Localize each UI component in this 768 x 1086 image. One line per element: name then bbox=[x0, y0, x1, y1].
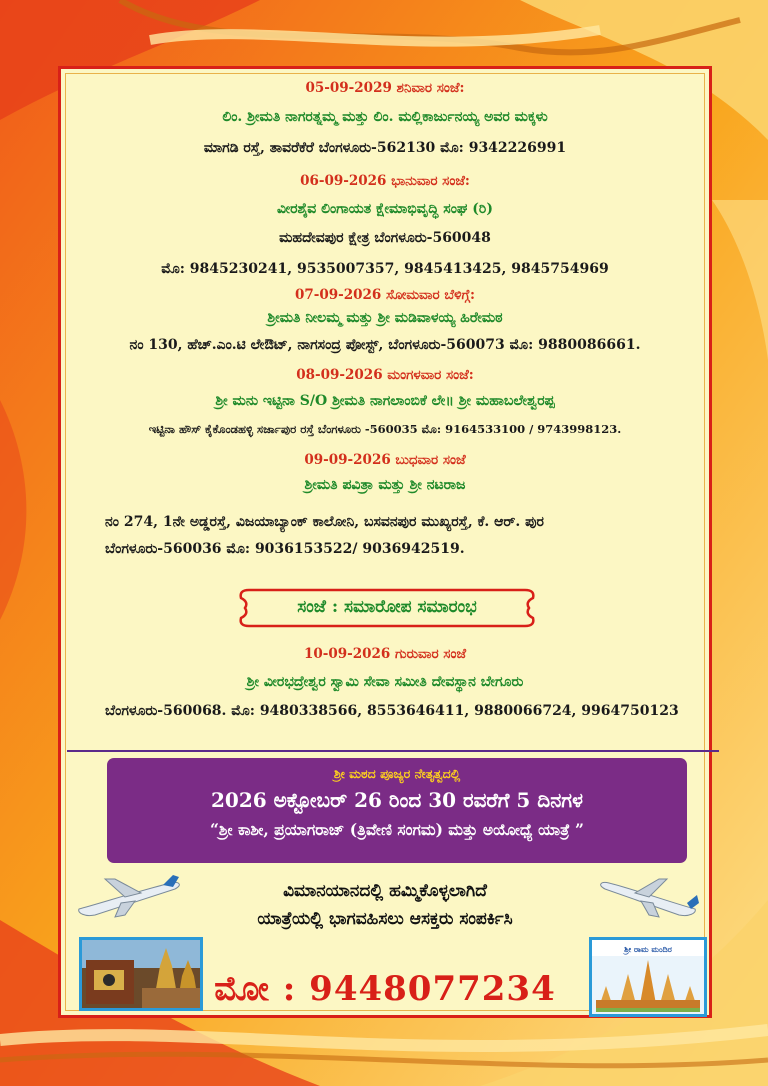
closing-event-address: ಬೆಂಗಳೂರು-560068. ಮೊ: 9480338566, 8553646411, 9880066724, 9964750123 bbox=[105, 703, 679, 719]
contact-phone: ಮೋ : 9448077234 bbox=[214, 969, 556, 1009]
event-3-name: ಶ್ರೀಮತಿ ನೀಲಮ್ಮ ಮತ್ತು ಶ್ರೀ ಮಡಿವಾಳಯ್ಯ ಹಿರೇಮಠ bbox=[267, 310, 503, 326]
yatra-line-2: 2026 ಅಕ್ಟೋಬರ್ 26 ರಿಂದ 30 ರವರೆಗೆ 5 ದಿನಗಳ bbox=[210, 788, 583, 812]
event-3-address: ನಂ 130, ಹೆಚ್.ಎಂ.ಟಿ ಲೇಔಟ್, ನಾಗಸಂದ್ರ ಪೋಸ್ಟ್, ಬೆಂಗಳೂರು-560073 ಮೊ: 9880086661. bbox=[129, 337, 641, 353]
event-2-name: ವೀರಶೈವ ಲಿಂಗಾಯತ ಕ್ಷೇಮಾಭಿವೃದ್ಧಿ ಸಂಘ (ರಿ) bbox=[277, 201, 493, 217]
event-5-address-line2: ಬೆಂಗಳೂರು-560036 ಮೊ: 9036153522/ 9036942519. bbox=[105, 541, 465, 557]
yatra-announcement bbox=[107, 758, 687, 863]
event-5-name: ಶ್ರೀಮತಿ ಪವಿತ್ರಾ ಮತ್ತು ಶ್ರೀ ನಟರಾಜ bbox=[304, 477, 466, 493]
event-1-date: 05-09-2029 ಶನಿವಾರ ಸಂಜೆ: bbox=[305, 80, 465, 96]
yatra-line-3: “ಶ್ರೀ ಕಾಶೀ, ಪ್ರಯಾಗರಾಜ್ (ತ್ರಿವೇಣಿ ಸಂಗಮ) ಮತ್ತು ಅಯೋಧ್ಯೆ ಯಾತ್ರೆ ” bbox=[210, 820, 584, 839]
event-1-address: ಮಾಗಡಿ ರಸ್ತೆ, ತಾವರೆಕೆರೆ ಬೆಂಗಳೂರು-562130 ಮೊ: 9342226991 bbox=[203, 140, 567, 156]
closing-banner bbox=[237, 588, 537, 628]
event-4-date: 08-09-2026 ಮಂಗಳವಾರ ಸಂಜೆ: bbox=[296, 367, 474, 383]
temple-caption: ಶ್ರೀ ರಾಮ ಮಂದಿರ bbox=[624, 944, 672, 954]
event-5-address-line1: ನಂ 274, 1ನೇ ಅಡ್ಡರಸ್ತೆ, ವಿಜಯಾಬ್ಯಾಂಕ್ ಕಾಲೋನಿ, ಬಸವನಪುರ ಮುಖ್ಯರಸ್ತೆ, ಕೆ. ಆರ್. ಪುರ bbox=[105, 514, 544, 530]
event-5-date: 09-09-2026 ಬುಧವಾರ ಸಂಜೆ bbox=[304, 452, 466, 468]
footer-line-1: ವಿಮಾನಯಾನದಲ್ಲಿ ಹಮ್ಮಿಕೊಳ್ಳಲಾಗಿದೆ bbox=[283, 881, 487, 901]
event-2-phones: ಮೊ: 9845230241, 9535007357, 9845413425, 9845754969 bbox=[161, 261, 609, 277]
section-divider bbox=[67, 750, 719, 752]
closing-banner-text: ಸಂಜೆ : ಸಮಾರೋಪ ಸಮಾರಂಭ bbox=[297, 597, 477, 617]
event-1-name: ಲಿಂ. ಶ್ರೀಮತಿ ನಾಗರತ್ನಮ್ಮ ಮತ್ತು ಲಿಂ. ಮಲ್ಲಿಕಾರ್ಜುನಯ್ಯ ಅವರ ಮಕ್ಕಳು bbox=[222, 109, 548, 125]
event-3-date: 07-09-2026 ಸೋಮವಾರ ಬೆಳಿಗ್ಗೆ: bbox=[294, 287, 476, 303]
closing-event-date: 10-09-2026 ಗುರುವಾರ ಸಂಜೆ bbox=[303, 646, 467, 662]
event-4-address: ಇಟ್ಟಿನಾ ಹೌಸ್ ಕೈಕೊಂಡಹಳ್ಳಿ ಸರ್ಜಾಪುರ ರಸ್ತೆ ಬೆಂಗಳೂರು -560035 ಮೊ: 9164533100 / 9743998123. bbox=[148, 422, 622, 436]
event-4-name: ಶ್ರೀ ಮನು ಇಟ್ಟಿನಾ S/O ಶ್ರೀಮತಿ ನಾಗಲಾಂಬಿಕೆ ಲೇ॥ ಶ್ರೀ ಮಹಾಬಲೇಶ್ವರಪ್ಪ bbox=[215, 393, 555, 409]
event-2-address: ಮಹದೇವಪುರ ಕ್ಷೇತ್ರ ಬೆಂಗಳೂರು-560048 bbox=[279, 230, 491, 246]
yatra-line-1: ಶ್ರೀ ಮಠದ ಪೂಜ್ಯರ ನೇತೃತ್ವದಲ್ಲಿ bbox=[333, 766, 461, 781]
closing-event-name: ಶ್ರೀ ವೀರಭದ್ರೇಶ್ವರ ಸ್ವಾಮಿ ಸೇವಾ ಸಮೀತಿ ದೇವಸ್ಥಾನ ಬೇಗೂರು bbox=[246, 674, 524, 690]
footer-line-2: ಯಾತ್ರೆಯಲ್ಲಿ ಭಾಗವಹಿಸಲು ಆಸಕ್ತರು ಸಂಪರ್ಕಿಸಿ bbox=[257, 909, 513, 929]
event-2-date: 06-09-2026 ಭಾನುವಾರ ಸಂಜೆ: bbox=[300, 173, 470, 189]
invitation-card bbox=[58, 66, 712, 1018]
